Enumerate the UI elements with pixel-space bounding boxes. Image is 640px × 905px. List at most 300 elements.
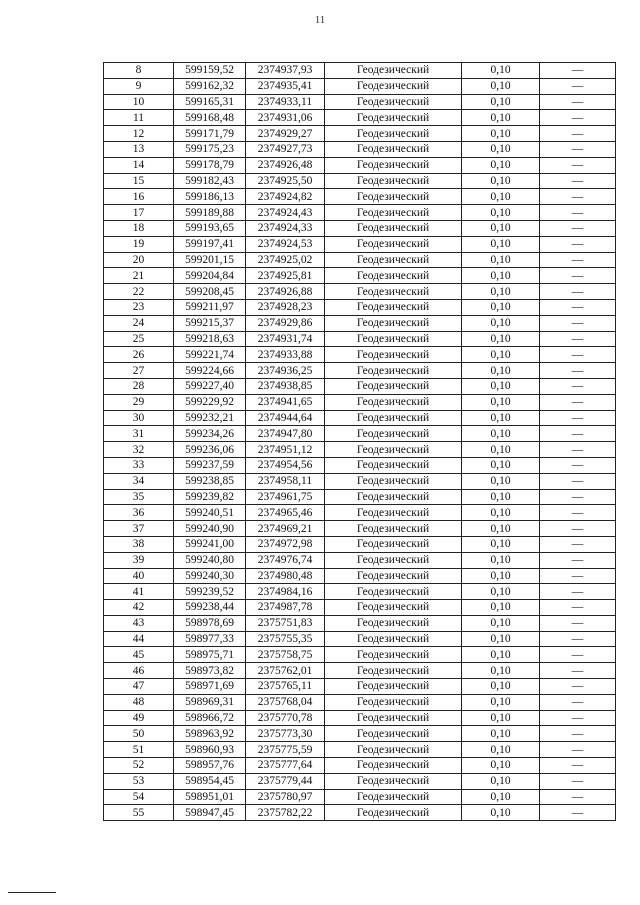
note-cell: — bbox=[540, 220, 616, 236]
accuracy-cell: 0,10 bbox=[462, 394, 540, 410]
point-number-cell: 13 bbox=[104, 141, 174, 157]
point-number-cell: 17 bbox=[104, 205, 174, 221]
x-coordinate-cell: 599232,21 bbox=[174, 410, 246, 426]
method-cell: Геодезический bbox=[325, 173, 462, 189]
method-cell: Геодезический bbox=[325, 473, 462, 489]
note-cell: — bbox=[540, 331, 616, 347]
x-coordinate-cell: 598969,31 bbox=[174, 694, 246, 710]
table-row bbox=[104, 789, 616, 805]
point-number-cell: 42 bbox=[104, 600, 174, 616]
table-row bbox=[104, 94, 616, 110]
table-row bbox=[104, 252, 616, 268]
method-cell: Геодезический bbox=[325, 710, 462, 726]
y-coordinate-cell: 2374984,16 bbox=[246, 584, 325, 600]
x-coordinate-cell: 599238,44 bbox=[174, 600, 246, 616]
accuracy-cell: 0,10 bbox=[462, 805, 540, 821]
note-cell: — bbox=[540, 789, 616, 805]
note-cell: — bbox=[540, 268, 616, 284]
accuracy-cell: 0,10 bbox=[462, 726, 540, 742]
method-cell: Геодезический bbox=[325, 489, 462, 505]
x-coordinate-cell: 599237,59 bbox=[174, 457, 246, 473]
y-coordinate-cell: 2374947,80 bbox=[246, 426, 325, 442]
point-number-cell: 47 bbox=[104, 679, 174, 695]
accuracy-cell: 0,10 bbox=[462, 299, 540, 315]
y-coordinate-cell: 2374935,41 bbox=[246, 78, 325, 94]
table-row bbox=[104, 805, 616, 821]
accuracy-cell: 0,10 bbox=[462, 236, 540, 252]
point-number-cell: 10 bbox=[104, 94, 174, 110]
note-cell: — bbox=[540, 758, 616, 774]
accuracy-cell: 0,10 bbox=[462, 268, 540, 284]
x-coordinate-cell: 599193,65 bbox=[174, 220, 246, 236]
point-number-cell: 32 bbox=[104, 442, 174, 458]
point-number-cell: 15 bbox=[104, 173, 174, 189]
y-coordinate-cell: 2374925,50 bbox=[246, 173, 325, 189]
note-cell: — bbox=[540, 805, 616, 821]
table-row bbox=[104, 473, 616, 489]
note-cell: — bbox=[540, 742, 616, 758]
accuracy-cell: 0,10 bbox=[462, 647, 540, 663]
accuracy-cell: 0,10 bbox=[462, 505, 540, 521]
y-coordinate-cell: 2374927,73 bbox=[246, 141, 325, 157]
accuracy-cell: 0,10 bbox=[462, 694, 540, 710]
table-row bbox=[104, 742, 616, 758]
note-cell: — bbox=[540, 442, 616, 458]
coordinates-table-body bbox=[104, 63, 616, 821]
method-cell: Геодезический bbox=[325, 78, 462, 94]
x-coordinate-cell: 598975,71 bbox=[174, 647, 246, 663]
note-cell: — bbox=[540, 647, 616, 663]
method-cell: Геодезический bbox=[325, 442, 462, 458]
accuracy-cell: 0,10 bbox=[462, 378, 540, 394]
method-cell: Геодезический bbox=[325, 568, 462, 584]
accuracy-cell: 0,10 bbox=[462, 157, 540, 173]
method-cell: Геодезический bbox=[325, 552, 462, 568]
y-coordinate-cell: 2374928,23 bbox=[246, 299, 325, 315]
method-cell: Геодезический bbox=[325, 426, 462, 442]
x-coordinate-cell: 599162,32 bbox=[174, 78, 246, 94]
point-number-cell: 31 bbox=[104, 426, 174, 442]
point-number-cell: 19 bbox=[104, 236, 174, 252]
accuracy-cell: 0,10 bbox=[462, 284, 540, 300]
method-cell: Геодезический bbox=[325, 94, 462, 110]
x-coordinate-cell: 599211,97 bbox=[174, 299, 246, 315]
point-number-cell: 39 bbox=[104, 552, 174, 568]
table-row bbox=[104, 284, 616, 300]
point-number-cell: 30 bbox=[104, 410, 174, 426]
x-coordinate-cell: 599204,84 bbox=[174, 268, 246, 284]
accuracy-cell: 0,10 bbox=[462, 252, 540, 268]
y-coordinate-cell: 2375773,30 bbox=[246, 726, 325, 742]
accuracy-cell: 0,10 bbox=[462, 710, 540, 726]
note-cell: — bbox=[540, 505, 616, 521]
point-number-cell: 33 bbox=[104, 457, 174, 473]
x-coordinate-cell: 599224,66 bbox=[174, 363, 246, 379]
x-coordinate-cell: 598978,69 bbox=[174, 615, 246, 631]
table-row bbox=[104, 694, 616, 710]
x-coordinate-cell: 598966,72 bbox=[174, 710, 246, 726]
method-cell: Геодезический bbox=[325, 758, 462, 774]
table-row bbox=[104, 679, 616, 695]
table-row bbox=[104, 331, 616, 347]
y-coordinate-cell: 2375770,78 bbox=[246, 710, 325, 726]
table-row bbox=[104, 126, 616, 142]
note-cell: — bbox=[540, 773, 616, 789]
y-coordinate-cell: 2375782,22 bbox=[246, 805, 325, 821]
table-row bbox=[104, 663, 616, 679]
y-coordinate-cell: 2374987,78 bbox=[246, 600, 325, 616]
x-coordinate-cell: 599241,00 bbox=[174, 536, 246, 552]
table-row bbox=[104, 710, 616, 726]
point-number-cell: 9 bbox=[104, 78, 174, 94]
note-cell: — bbox=[540, 521, 616, 537]
point-number-cell: 49 bbox=[104, 710, 174, 726]
y-coordinate-cell: 2374976,74 bbox=[246, 552, 325, 568]
x-coordinate-cell: 598977,33 bbox=[174, 631, 246, 647]
note-cell: — bbox=[540, 694, 616, 710]
note-cell: — bbox=[540, 347, 616, 363]
point-number-cell: 35 bbox=[104, 489, 174, 505]
method-cell: Геодезический bbox=[325, 141, 462, 157]
table-row bbox=[104, 505, 616, 521]
note-cell: — bbox=[540, 284, 616, 300]
point-number-cell: 14 bbox=[104, 157, 174, 173]
x-coordinate-cell: 599240,30 bbox=[174, 568, 246, 584]
x-coordinate-cell: 599182,43 bbox=[174, 173, 246, 189]
note-cell: — bbox=[540, 552, 616, 568]
table-row bbox=[104, 521, 616, 537]
y-coordinate-cell: 2374933,88 bbox=[246, 347, 325, 363]
note-cell: — bbox=[540, 110, 616, 126]
accuracy-cell: 0,10 bbox=[462, 410, 540, 426]
table-row bbox=[104, 315, 616, 331]
note-cell: — bbox=[540, 631, 616, 647]
accuracy-cell: 0,10 bbox=[462, 363, 540, 379]
y-coordinate-cell: 2375751,83 bbox=[246, 615, 325, 631]
point-number-cell: 12 bbox=[104, 126, 174, 142]
method-cell: Геодезический bbox=[325, 773, 462, 789]
note-cell: — bbox=[540, 615, 616, 631]
point-number-cell: 16 bbox=[104, 189, 174, 205]
note-cell: — bbox=[540, 473, 616, 489]
x-coordinate-cell: 599240,80 bbox=[174, 552, 246, 568]
y-coordinate-cell: 2374969,21 bbox=[246, 521, 325, 537]
table-row bbox=[104, 347, 616, 363]
method-cell: Геодезический bbox=[325, 157, 462, 173]
x-coordinate-cell: 599175,23 bbox=[174, 141, 246, 157]
y-coordinate-cell: 2374931,06 bbox=[246, 110, 325, 126]
point-number-cell: 55 bbox=[104, 805, 174, 821]
accuracy-cell: 0,10 bbox=[462, 331, 540, 347]
accuracy-cell: 0,10 bbox=[462, 126, 540, 142]
table-row bbox=[104, 552, 616, 568]
point-number-cell: 21 bbox=[104, 268, 174, 284]
y-coordinate-cell: 2374926,88 bbox=[246, 284, 325, 300]
note-cell: — bbox=[540, 426, 616, 442]
point-number-cell: 41 bbox=[104, 584, 174, 600]
method-cell: Геодезический bbox=[325, 647, 462, 663]
y-coordinate-cell: 2375762,01 bbox=[246, 663, 325, 679]
x-coordinate-cell: 599168,48 bbox=[174, 110, 246, 126]
accuracy-cell: 0,10 bbox=[462, 315, 540, 331]
y-coordinate-cell: 2375779,44 bbox=[246, 773, 325, 789]
point-number-cell: 11 bbox=[104, 110, 174, 126]
table-row bbox=[104, 536, 616, 552]
note-cell: — bbox=[540, 189, 616, 205]
x-coordinate-cell: 599238,85 bbox=[174, 473, 246, 489]
accuracy-cell: 0,10 bbox=[462, 631, 540, 647]
method-cell: Геодезический bbox=[325, 615, 462, 631]
accuracy-cell: 0,10 bbox=[462, 552, 540, 568]
accuracy-cell: 0,10 bbox=[462, 773, 540, 789]
note-cell: — bbox=[540, 315, 616, 331]
note-cell: — bbox=[540, 710, 616, 726]
table-row bbox=[104, 726, 616, 742]
note-cell: — bbox=[540, 679, 616, 695]
method-cell: Геодезический bbox=[325, 220, 462, 236]
x-coordinate-cell: 599208,45 bbox=[174, 284, 246, 300]
accuracy-cell: 0,10 bbox=[462, 173, 540, 189]
method-cell: Геодезический bbox=[325, 600, 462, 616]
note-cell: — bbox=[540, 600, 616, 616]
y-coordinate-cell: 2375755,35 bbox=[246, 631, 325, 647]
note-cell: — bbox=[540, 584, 616, 600]
y-coordinate-cell: 2375780,97 bbox=[246, 789, 325, 805]
point-number-cell: 25 bbox=[104, 331, 174, 347]
method-cell: Геодезический bbox=[325, 363, 462, 379]
accuracy-cell: 0,10 bbox=[462, 536, 540, 552]
x-coordinate-cell: 598954,45 bbox=[174, 773, 246, 789]
table-row bbox=[104, 489, 616, 505]
table-row bbox=[104, 110, 616, 126]
y-coordinate-cell: 2374924,82 bbox=[246, 189, 325, 205]
table-row bbox=[104, 205, 616, 221]
y-coordinate-cell: 2374925,02 bbox=[246, 252, 325, 268]
y-coordinate-cell: 2374929,27 bbox=[246, 126, 325, 142]
x-coordinate-cell: 599234,26 bbox=[174, 426, 246, 442]
x-coordinate-cell: 598971,69 bbox=[174, 679, 246, 695]
table-row bbox=[104, 157, 616, 173]
y-coordinate-cell: 2375775,59 bbox=[246, 742, 325, 758]
method-cell: Геодезический bbox=[325, 584, 462, 600]
method-cell: Геодезический bbox=[325, 805, 462, 821]
accuracy-cell: 0,10 bbox=[462, 473, 540, 489]
point-number-cell: 20 bbox=[104, 252, 174, 268]
y-coordinate-cell: 2375758,75 bbox=[246, 647, 325, 663]
y-coordinate-cell: 2374924,53 bbox=[246, 236, 325, 252]
method-cell: Геодезический bbox=[325, 63, 462, 79]
footnote-rule bbox=[8, 892, 56, 893]
method-cell: Геодезический bbox=[325, 347, 462, 363]
x-coordinate-cell: 599215,37 bbox=[174, 315, 246, 331]
y-coordinate-cell: 2374954,56 bbox=[246, 457, 325, 473]
method-cell: Геодезический bbox=[325, 394, 462, 410]
point-number-cell: 54 bbox=[104, 789, 174, 805]
x-coordinate-cell: 599186,13 bbox=[174, 189, 246, 205]
y-coordinate-cell: 2374929,86 bbox=[246, 315, 325, 331]
accuracy-cell: 0,10 bbox=[462, 789, 540, 805]
method-cell: Геодезический bbox=[325, 726, 462, 742]
table-row bbox=[104, 363, 616, 379]
point-number-cell: 23 bbox=[104, 299, 174, 315]
accuracy-cell: 0,10 bbox=[462, 489, 540, 505]
accuracy-cell: 0,10 bbox=[462, 63, 540, 79]
x-coordinate-cell: 599227,40 bbox=[174, 378, 246, 394]
y-coordinate-cell: 2374972,98 bbox=[246, 536, 325, 552]
note-cell: — bbox=[540, 726, 616, 742]
method-cell: Геодезический bbox=[325, 536, 462, 552]
point-number-cell: 38 bbox=[104, 536, 174, 552]
point-number-cell: 24 bbox=[104, 315, 174, 331]
note-cell: — bbox=[540, 78, 616, 94]
note-cell: — bbox=[540, 141, 616, 157]
table-row bbox=[104, 457, 616, 473]
point-number-cell: 40 bbox=[104, 568, 174, 584]
y-coordinate-cell: 2374924,43 bbox=[246, 205, 325, 221]
point-number-cell: 48 bbox=[104, 694, 174, 710]
accuracy-cell: 0,10 bbox=[462, 615, 540, 631]
method-cell: Геодезический bbox=[325, 663, 462, 679]
table-row bbox=[104, 78, 616, 94]
table-row bbox=[104, 236, 616, 252]
table-row bbox=[104, 584, 616, 600]
table-row bbox=[104, 394, 616, 410]
note-cell: — bbox=[540, 536, 616, 552]
point-number-cell: 27 bbox=[104, 363, 174, 379]
accuracy-cell: 0,10 bbox=[462, 584, 540, 600]
accuracy-cell: 0,10 bbox=[462, 742, 540, 758]
accuracy-cell: 0,10 bbox=[462, 442, 540, 458]
point-number-cell: 8 bbox=[104, 63, 174, 79]
method-cell: Геодезический bbox=[325, 789, 462, 805]
note-cell: — bbox=[540, 663, 616, 679]
point-number-cell: 22 bbox=[104, 284, 174, 300]
method-cell: Геодезический bbox=[325, 252, 462, 268]
x-coordinate-cell: 598951,01 bbox=[174, 789, 246, 805]
point-number-cell: 51 bbox=[104, 742, 174, 758]
x-coordinate-cell: 599239,82 bbox=[174, 489, 246, 505]
accuracy-cell: 0,10 bbox=[462, 110, 540, 126]
y-coordinate-cell: 2374951,12 bbox=[246, 442, 325, 458]
page-number: 11 bbox=[314, 14, 326, 26]
method-cell: Геодезический bbox=[325, 521, 462, 537]
note-cell: — bbox=[540, 568, 616, 584]
method-cell: Геодезический bbox=[325, 189, 462, 205]
note-cell: — bbox=[540, 299, 616, 315]
x-coordinate-cell: 599201,15 bbox=[174, 252, 246, 268]
y-coordinate-cell: 2374924,33 bbox=[246, 220, 325, 236]
accuracy-cell: 0,10 bbox=[462, 663, 540, 679]
x-coordinate-cell: 599178,79 bbox=[174, 157, 246, 173]
accuracy-cell: 0,10 bbox=[462, 220, 540, 236]
y-coordinate-cell: 2375768,04 bbox=[246, 694, 325, 710]
note-cell: — bbox=[540, 157, 616, 173]
point-number-cell: 44 bbox=[104, 631, 174, 647]
accuracy-cell: 0,10 bbox=[462, 141, 540, 157]
method-cell: Геодезический bbox=[325, 331, 462, 347]
table-row bbox=[104, 600, 616, 616]
table-row bbox=[104, 631, 616, 647]
x-coordinate-cell: 599239,52 bbox=[174, 584, 246, 600]
coordinates-table bbox=[103, 62, 616, 821]
y-coordinate-cell: 2375777,64 bbox=[246, 758, 325, 774]
method-cell: Геодезический bbox=[325, 742, 462, 758]
method-cell: Геодезический bbox=[325, 631, 462, 647]
table-row bbox=[104, 758, 616, 774]
method-cell: Геодезический bbox=[325, 679, 462, 695]
note-cell: — bbox=[540, 378, 616, 394]
method-cell: Геодезический bbox=[325, 236, 462, 252]
note-cell: — bbox=[540, 489, 616, 505]
note-cell: — bbox=[540, 410, 616, 426]
table-row bbox=[104, 647, 616, 663]
accuracy-cell: 0,10 bbox=[462, 205, 540, 221]
table-row bbox=[104, 299, 616, 315]
accuracy-cell: 0,10 bbox=[462, 189, 540, 205]
y-coordinate-cell: 2374937,93 bbox=[246, 63, 325, 79]
accuracy-cell: 0,10 bbox=[462, 457, 540, 473]
accuracy-cell: 0,10 bbox=[462, 600, 540, 616]
x-coordinate-cell: 599229,92 bbox=[174, 394, 246, 410]
x-coordinate-cell: 599240,51 bbox=[174, 505, 246, 521]
x-coordinate-cell: 599165,31 bbox=[174, 94, 246, 110]
point-number-cell: 36 bbox=[104, 505, 174, 521]
y-coordinate-cell: 2374980,48 bbox=[246, 568, 325, 584]
note-cell: — bbox=[540, 394, 616, 410]
point-number-cell: 18 bbox=[104, 220, 174, 236]
x-coordinate-cell: 599236,06 bbox=[174, 442, 246, 458]
x-coordinate-cell: 598973,82 bbox=[174, 663, 246, 679]
y-coordinate-cell: 2374931,74 bbox=[246, 331, 325, 347]
method-cell: Геодезический bbox=[325, 268, 462, 284]
method-cell: Геодезический bbox=[325, 457, 462, 473]
y-coordinate-cell: 2374936,25 bbox=[246, 363, 325, 379]
x-coordinate-cell: 599159,52 bbox=[174, 63, 246, 79]
note-cell: — bbox=[540, 457, 616, 473]
y-coordinate-cell: 2374938,85 bbox=[246, 378, 325, 394]
point-number-cell: 29 bbox=[104, 394, 174, 410]
method-cell: Геодезический bbox=[325, 284, 462, 300]
y-coordinate-cell: 2374941,65 bbox=[246, 394, 325, 410]
method-cell: Геодезический bbox=[325, 505, 462, 521]
x-coordinate-cell: 599171,79 bbox=[174, 126, 246, 142]
x-coordinate-cell: 599218,63 bbox=[174, 331, 246, 347]
x-coordinate-cell: 599197,41 bbox=[174, 236, 246, 252]
point-number-cell: 50 bbox=[104, 726, 174, 742]
table-row bbox=[104, 615, 616, 631]
method-cell: Геодезический bbox=[325, 299, 462, 315]
table-row bbox=[104, 63, 616, 79]
x-coordinate-cell: 598960,93 bbox=[174, 742, 246, 758]
table-row bbox=[104, 568, 616, 584]
method-cell: Геодезический bbox=[325, 205, 462, 221]
method-cell: Геодезический bbox=[325, 110, 462, 126]
y-coordinate-cell: 2374944,64 bbox=[246, 410, 325, 426]
accuracy-cell: 0,10 bbox=[462, 347, 540, 363]
y-coordinate-cell: 2374961,75 bbox=[246, 489, 325, 505]
table-row bbox=[104, 268, 616, 284]
accuracy-cell: 0,10 bbox=[462, 568, 540, 584]
method-cell: Геодезический bbox=[325, 694, 462, 710]
point-number-cell: 26 bbox=[104, 347, 174, 363]
accuracy-cell: 0,10 bbox=[462, 426, 540, 442]
method-cell: Геодезический bbox=[325, 410, 462, 426]
table-row bbox=[104, 220, 616, 236]
y-coordinate-cell: 2374925,81 bbox=[246, 268, 325, 284]
x-coordinate-cell: 598957,76 bbox=[174, 758, 246, 774]
y-coordinate-cell: 2374933,11 bbox=[246, 94, 325, 110]
table-row bbox=[104, 410, 616, 426]
